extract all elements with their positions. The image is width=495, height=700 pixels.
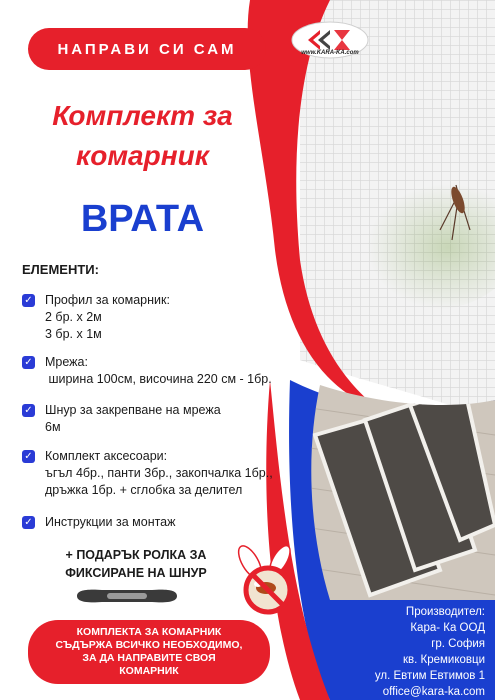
list-item xyxy=(22,292,170,343)
checkmark-icon: ✓ xyxy=(22,294,35,307)
item-text: 6м xyxy=(45,420,61,434)
checkmark-icon: ✓ xyxy=(22,356,35,369)
gift-line: ФИКСИРАНЕ НА ШНУР xyxy=(65,566,207,580)
item-text: Шнур за закрепване на мрежа xyxy=(45,403,221,417)
item-text: Комплект аксесоари: xyxy=(45,449,168,463)
gift-note xyxy=(36,546,236,582)
banner-line: КОМПЛЕКТА ЗА КОМАРНИК xyxy=(76,626,222,638)
email-link[interactable]: office@kara-ka.com xyxy=(382,686,485,698)
list-item xyxy=(22,354,272,388)
gift-line: + ПОДАРЪК РОЛКА ЗА xyxy=(65,548,207,562)
item-text: Мрежа: xyxy=(45,355,88,369)
banner-line: СЪДЪРЖА ВСИЧКО НЕОБХОДИМО, xyxy=(55,639,243,651)
manufacturer-contact xyxy=(355,604,485,700)
banner-line: КОМАРНИК xyxy=(119,665,179,677)
item-text: Инструкции за монтаж xyxy=(45,515,176,529)
item-text: Профил за комарник: xyxy=(45,293,170,307)
contact-label: Производител: xyxy=(405,606,485,618)
company-name: Кара- Ка ООД xyxy=(410,622,485,634)
checkmark-icon: ✓ xyxy=(22,404,35,417)
product-type: ВРАТА xyxy=(80,198,205,240)
info-banner xyxy=(28,620,270,684)
no-mosquito-icon xyxy=(228,540,303,620)
product-photo xyxy=(290,375,495,600)
title-line-1: Комплект за xyxy=(52,100,233,131)
item-text: 3 бр. х 1м xyxy=(45,327,102,341)
brand-logo xyxy=(290,20,370,70)
list-item xyxy=(22,448,273,499)
district: кв. Кремиковци xyxy=(402,654,485,666)
list-item xyxy=(22,514,176,531)
item-text: дръжка 1бр. + сглобка за делител xyxy=(45,483,243,497)
title-line-2: комарник xyxy=(76,140,209,171)
city: гр. София xyxy=(431,638,485,650)
section-title: ЕЛЕМЕНТИ: xyxy=(22,262,99,277)
list-item xyxy=(22,402,221,436)
checkmark-icon: ✓ xyxy=(22,516,35,529)
item-text: ъгъл 4бр., панти 3бр., закопчалка 1бр., xyxy=(45,466,273,480)
banner-line: ЗА ДА НАПРАВИТЕ СВОЯ xyxy=(82,652,216,664)
item-text: 2 бр. х 2м xyxy=(45,310,102,324)
logo-website: www.KARA-KA.com xyxy=(301,50,359,56)
roller-tool-image xyxy=(72,586,182,606)
diy-badge: НАПРАВИ СИ САМ xyxy=(28,28,266,70)
checkmark-icon: ✓ xyxy=(22,450,35,463)
street-address: ул. Евтим Евтимов 1 xyxy=(374,670,485,682)
item-text: ширина 100см, височина 220 см - 1бр. xyxy=(45,372,272,386)
